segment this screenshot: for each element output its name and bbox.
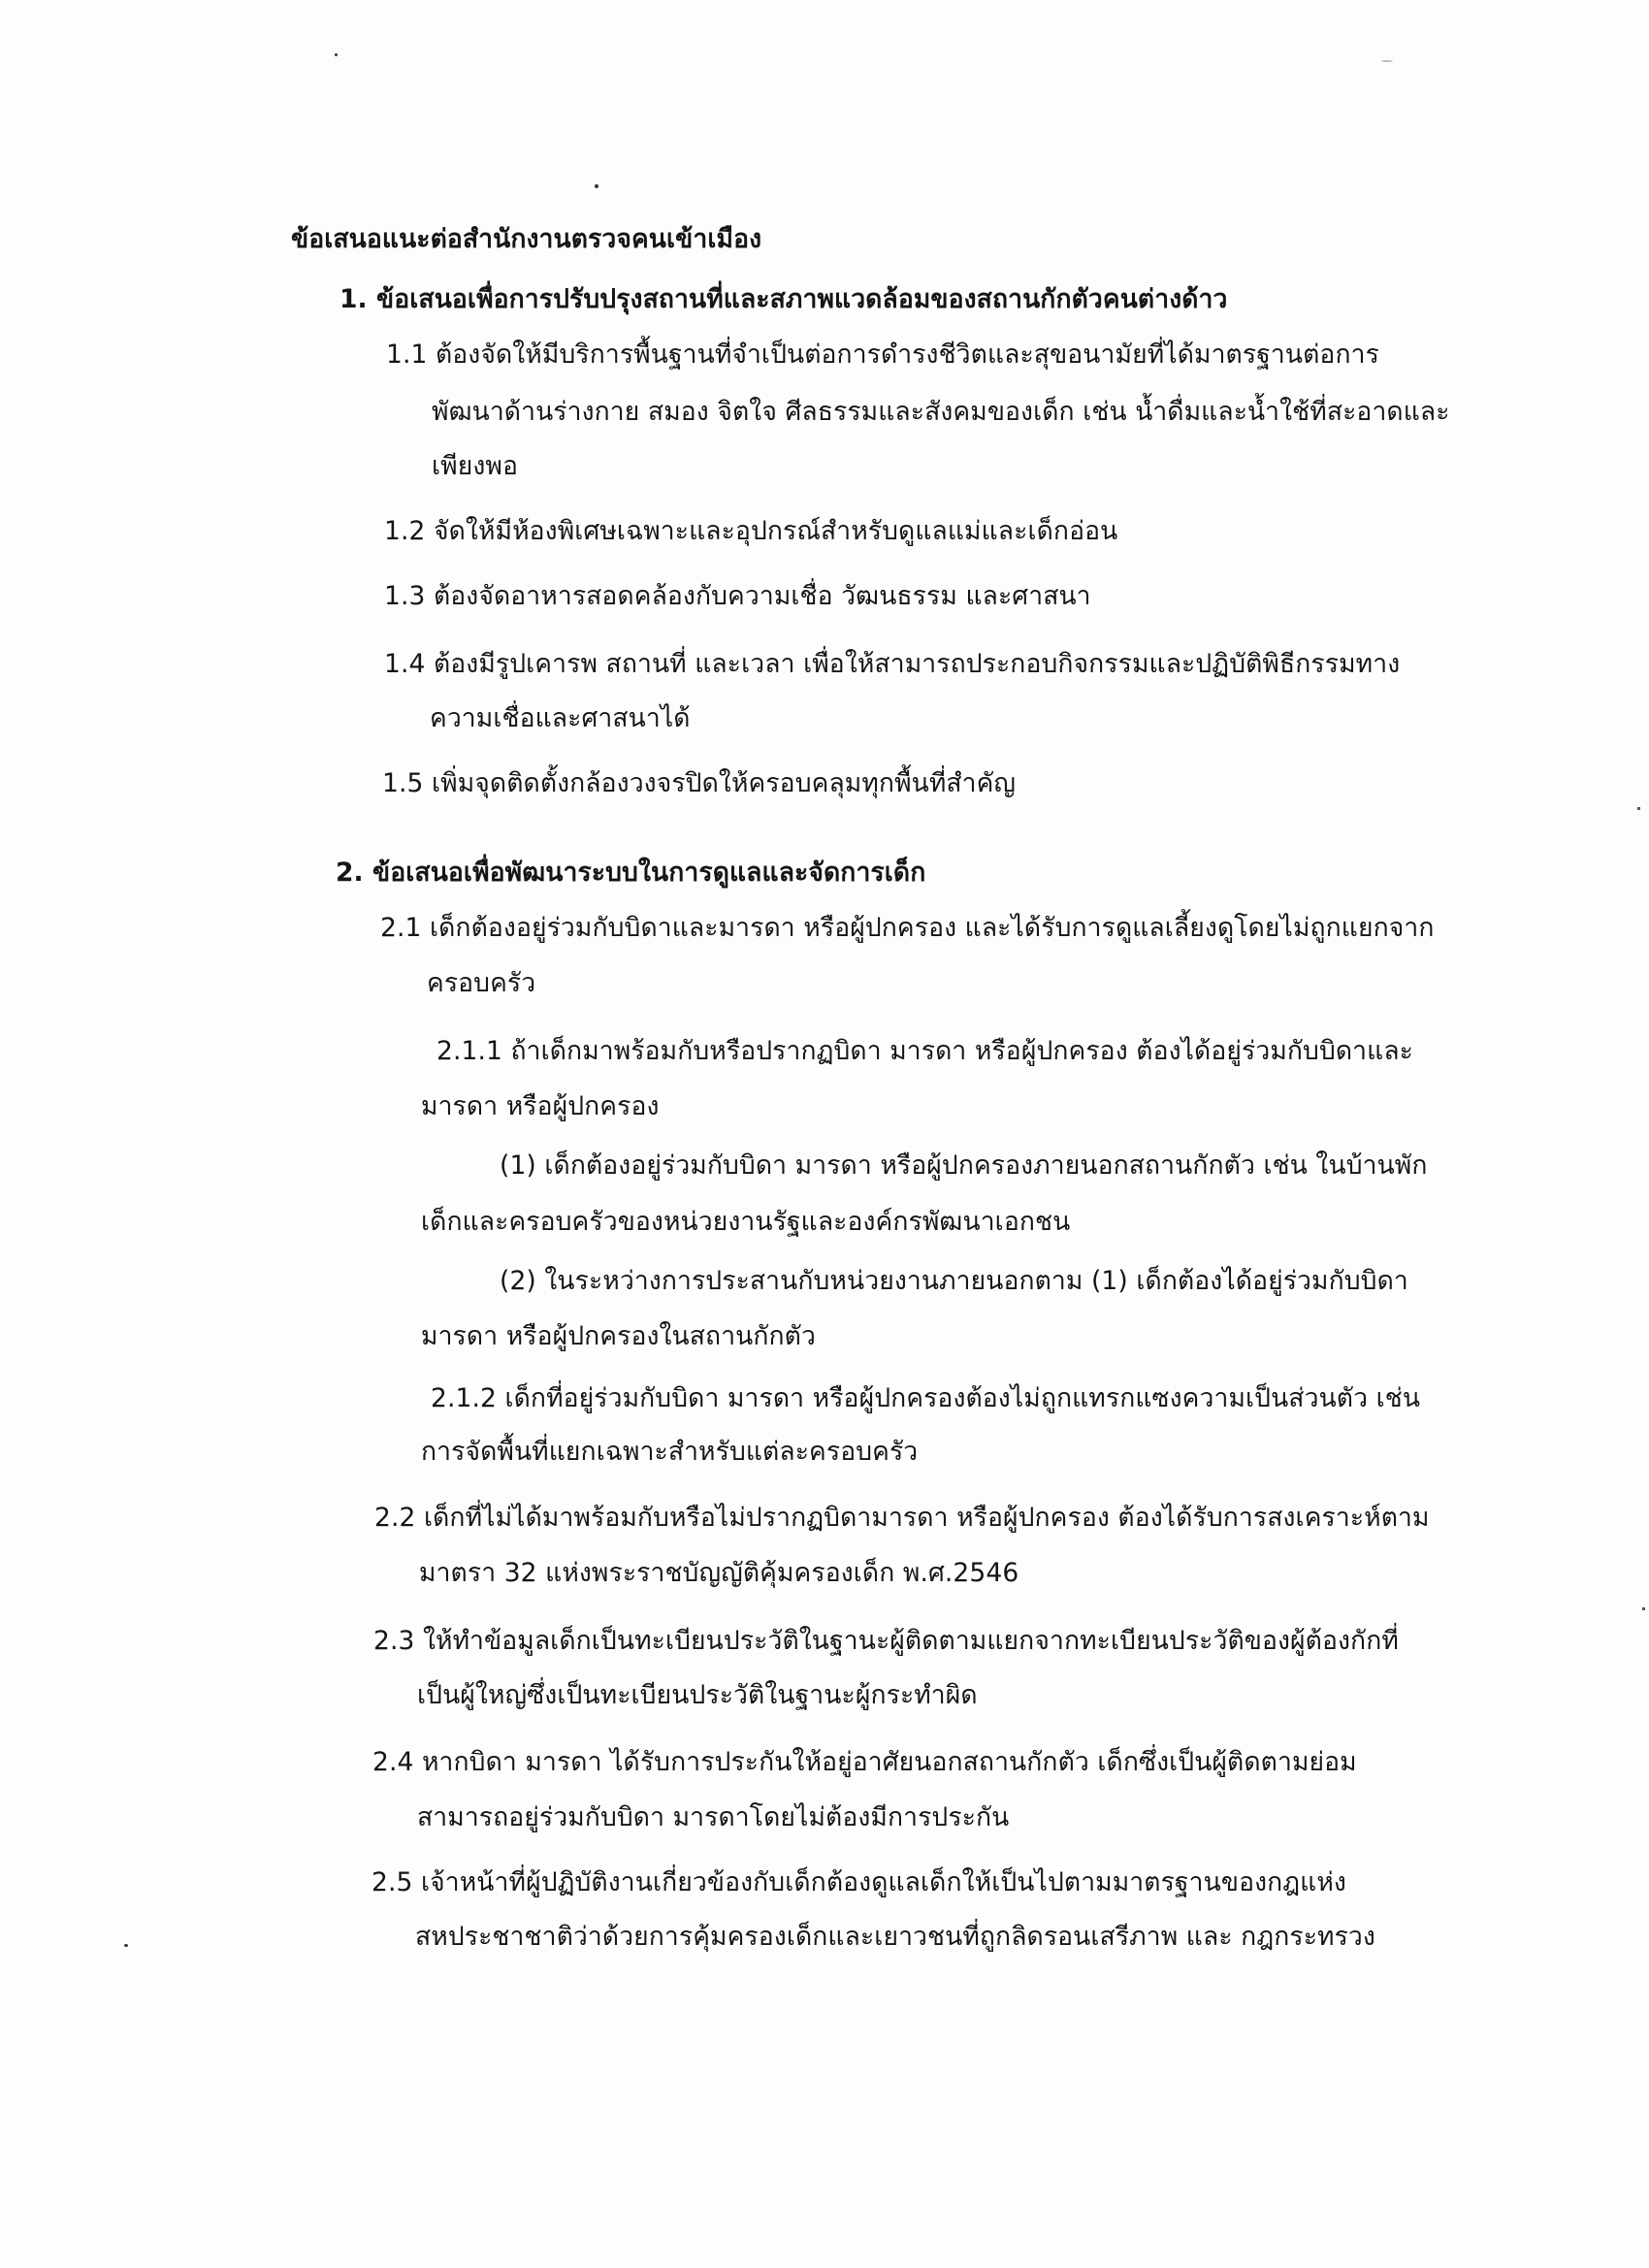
scan-speck: [1381, 60, 1393, 62]
item-1-3: 1.3 ต้องจัดอาหารสอดคล้องกับความเชื่อ วัฒนธรรม และศาสนา: [384, 581, 1091, 611]
item-1-2: 1.2 จัดให้มีห้องพิเศษเฉพาะและอุปกรณ์สำหรับดูแลแม่และเด็กอ่อน: [384, 516, 1118, 546]
item-1-1-line-2: พัฒนาด้านร่างกาย สมอง จิตใจ ศีลธรรมและสังคมของเด็ก เช่น น้ำดื่มและน้ำใช้ที่สะอาดและ: [432, 397, 1450, 427]
section-2-heading: 2. ข้อเสนอเพื่อพัฒนาระบบในการดูแลและจัดการเด็ก: [336, 858, 926, 888]
item-2-1-line-2: ครอบครัว: [427, 968, 536, 998]
item-2-4-line-2: สามารถอยู่ร่วมกับบิดา มารดาโดยไม่ต้องมีการประกัน: [417, 1802, 1010, 1832]
item-2-1-line-1: 2.1 เด็กต้องอยู่ร่วมกับบิดาและมารดา หรือผู้ปกครอง และได้รับการดูแลเลี้ยงดูโดยไม่ถูกแยกจาก: [380, 913, 1435, 943]
item-1-4-line-1: 1.4 ต้องมีรูปเคารพ สถานที่ และเวลา เพื่อให้สามารถประกอบกิจกรรมและปฏิบัติพิธีกรรมทาง: [384, 649, 1401, 679]
item-1-1-line-1: 1.1 ต้องจัดให้มีบริการพื้นฐานที่จำเป็นต่อการดำรงชีวิตและสุขอนามัยที่ได้มาตรฐานต่อการ: [386, 340, 1379, 370]
item-2-1-1-line-1: 2.1.1 ถ้าเด็กมาพร้อมกับหรือปรากฏบิดา มารดา หรือผู้ปกครอง ต้องได้อยู่ร่วมกับบิดาและ: [436, 1036, 1414, 1066]
item-2-1-1-1-line-2: เด็กและครอบครัวของหน่วยงานรัฐและองค์กรพัฒนาเอกชน: [421, 1207, 1071, 1237]
scan-speck: [124, 1944, 128, 1947]
item-2-3-line-1: 2.3 ให้ทำข้อมูลเด็กเป็นทะเบียนประวัติในฐานะผู้ติดตามแยกจากทะเบียนประวัติของผู้ต้องกักที่: [373, 1626, 1399, 1656]
item-2-2-line-2: มาตรา 32 แห่งพระราชบัญญัติคุ้มครองเด็ก พ.ศ.2546: [419, 1558, 1019, 1588]
item-2-1-1-1-line-1: (1) เด็กต้องอยู่ร่วมกับบิดา มารดา หรือผู้ปกครองภายนอกสถานกักตัว เช่น ในบ้านพัก: [500, 1150, 1428, 1181]
page-title: ข้อเสนอแนะต่อสำนักงานตรวจคนเข้าเมือง: [291, 224, 762, 254]
item-2-2-line-1: 2.2 เด็กที่ไม่ได้มาพร้อมกับหรือไม่ปรากฏบิดามารดา หรือผู้ปกครอง ต้องได้รับการสงเคราะห์ตาม: [374, 1503, 1430, 1533]
scan-edge-mark: [1637, 807, 1640, 810]
item-1-1-line-3: เพียงพอ: [432, 451, 518, 481]
scan-speck: [595, 184, 598, 188]
item-2-5-line-2: สหประชาชาติว่าด้วยการคุ้มครองเด็กและเยาวชนที่ถูกลิดรอนเสรีภาพ และ กฎกระทรวง: [415, 1922, 1375, 1952]
item-1-5: 1.5 เพิ่มจุดติดตั้งกล้องวงจรปิดให้ครอบคลุมทุกพื้นที่สำคัญ: [382, 768, 1017, 798]
section-1-heading: 1. ข้อเสนอเพื่อการปรับปรุงสถานที่และสภาพแวดล้อมของสถานกักตัวคนต่างด้าว: [340, 284, 1228, 314]
item-2-3-line-2: เป็นผู้ใหญ่ซึ่งเป็นทะเบียนประวัติในฐานะผู้กระทำผิด: [417, 1680, 978, 1710]
item-2-1-2-line-2: การจัดพื้นที่แยกเฉพาะสำหรับแต่ละครอบครัว: [421, 1437, 919, 1467]
item-2-1-1-2-line-2: มารดา หรือผู้ปกครองในสถานกักตัว: [421, 1321, 816, 1351]
item-2-5-line-1: 2.5 เจ้าหน้าที่ผู้ปฏิบัติงานเกี่ยวข้องกับเด็กต้องดูแลเด็กให้เป็นไปตามมาตรฐานของกฎแห่ง: [372, 1867, 1346, 1897]
item-2-1-1-line-2: มารดา หรือผู้ปกครอง: [421, 1091, 660, 1121]
item-2-1-2-line-1: 2.1.2 เด็กที่อยู่ร่วมกับบิดา มารดา หรือผู้ปกครองต้องไม่ถูกแทรกแซงความเป็นส่วนตัว เช่น: [431, 1383, 1421, 1413]
scan-edge-mark: [1642, 1607, 1645, 1610]
item-2-4-line-1: 2.4 หากบิดา มารดา ได้รับการประกันให้อยู่อาศัยนอกสถานกักตัว เด็กซึ่งเป็นผู้ติดตามย่อม: [372, 1747, 1357, 1777]
scan-speck: [335, 53, 338, 56]
item-2-1-1-2-line-1: (2) ในระหว่างการประสานกับหน่วยงานภายนอกตาม (1) เด็กต้องได้อยู่ร่วมกับบิดา: [500, 1266, 1408, 1296]
item-1-4-line-2: ความเชื่อและศาสนาได้: [430, 703, 691, 733]
